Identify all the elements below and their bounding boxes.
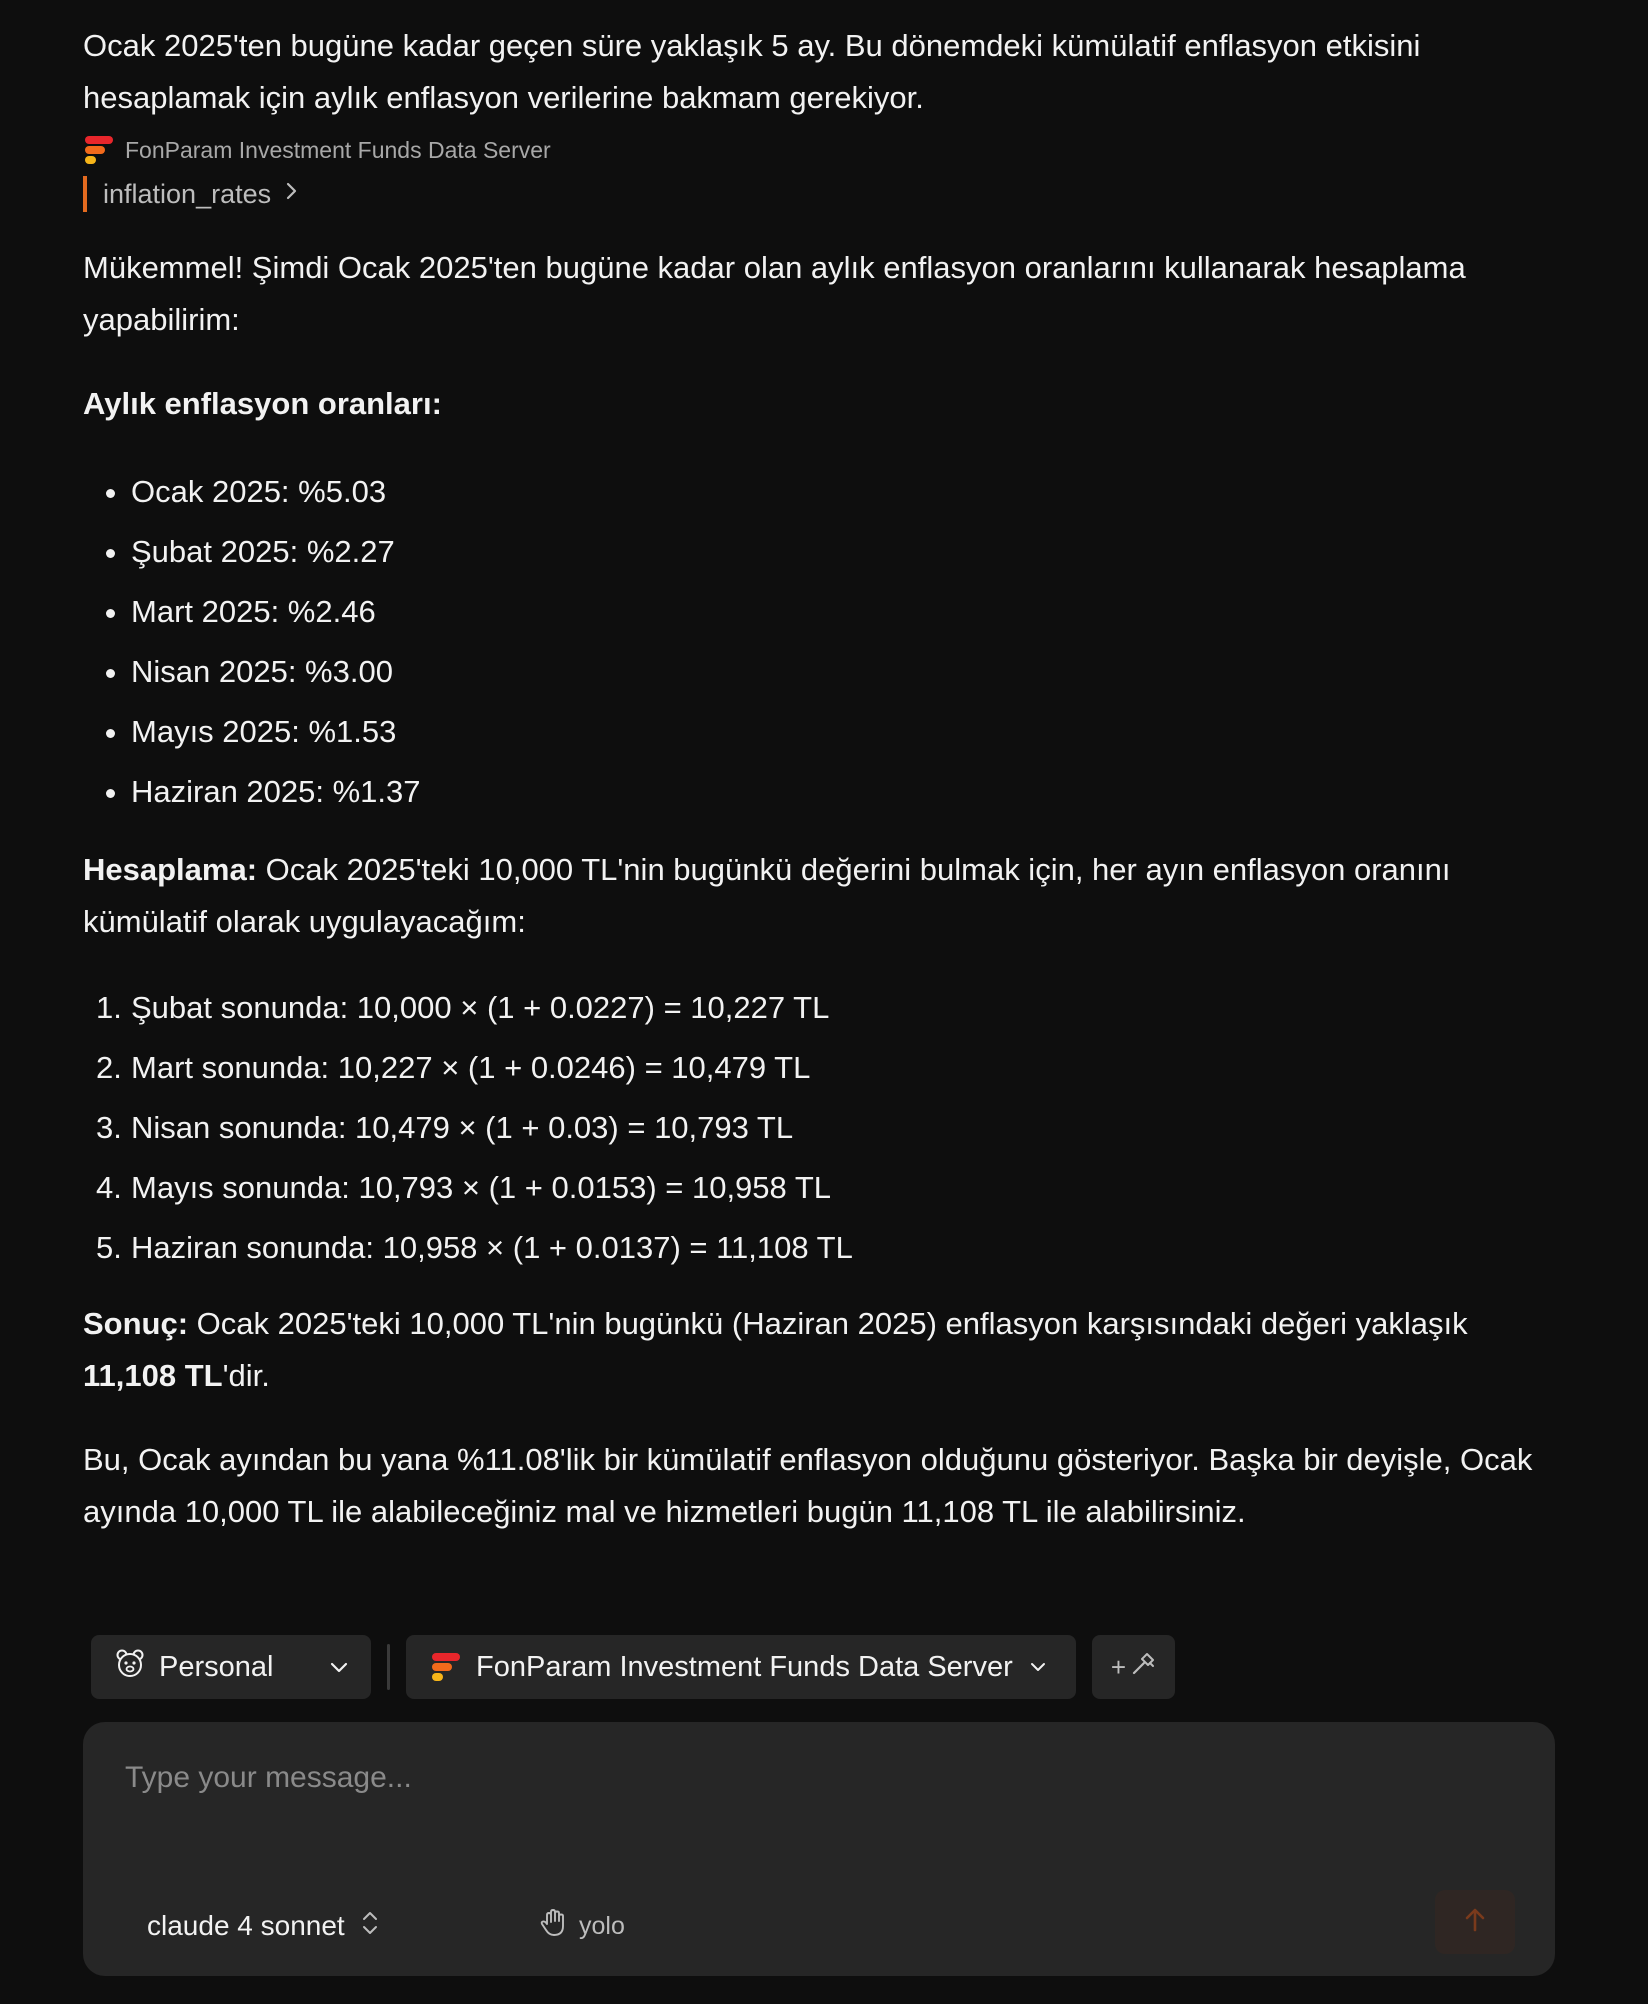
rates-list	[83, 462, 1563, 822]
hammer-icon	[1130, 1651, 1156, 1684]
plus-label: +	[1110, 1651, 1127, 1682]
step-number: 2.	[96, 1050, 122, 1085]
step-number: 3.	[96, 1110, 122, 1145]
step-text: Mayıs sonunda: 10,793 × (1 + 0.0153) = 10,958 TL	[131, 1170, 832, 1205]
list-item	[83, 1098, 1563, 1158]
profile-selector[interactable]	[91, 1635, 371, 1699]
list-item: Haziran 2025: %1.37	[83, 762, 1563, 822]
fonparam-logo-icon	[83, 134, 115, 166]
tool-call-label: inflation_rates	[103, 179, 272, 209]
chat-transcript	[83, 20, 1563, 1538]
chevron-up-down-icon	[361, 1909, 379, 1944]
send-button[interactable]	[1435, 1890, 1515, 1954]
model-label: claude 4 sonnet	[147, 1910, 345, 1941]
result-suffix: 'dir.	[222, 1358, 270, 1393]
step-number: 1.	[96, 990, 122, 1025]
step-number: 5.	[96, 1230, 122, 1265]
calc-text: Ocak 2025'teki 10,000 TL'nin bugünkü değerini bulmak için, her ayın enflasyon oranını kümülatif olarak uygulayacağım:	[83, 852, 1451, 939]
rates-heading: Aylık enflasyon oranları:	[83, 386, 442, 421]
toolbar-divider	[387, 1644, 390, 1690]
message-composer	[83, 1722, 1555, 1976]
list-item: Ocak 2025: %5.03	[83, 462, 1563, 522]
chevron-down-icon	[329, 1660, 349, 1674]
model-selector[interactable]	[147, 1902, 379, 1950]
list-item: Mayıs 2025: %1.53	[83, 702, 1563, 762]
step-number: 4.	[96, 1170, 122, 1205]
list-item: Şubat 2025: %2.27	[83, 522, 1563, 582]
fonparam-logo-icon	[430, 1651, 462, 1683]
hand-icon	[539, 1908, 569, 1945]
composer-toolbar	[91, 1635, 1175, 1699]
step-text: Haziran sonunda: 10,958 × (1 + 0.0137) = 11,108 TL	[131, 1230, 853, 1265]
server-label: FonParam Investment Funds Data Server	[476, 1650, 1013, 1683]
tool-source	[83, 132, 1563, 168]
step-text: Şubat sonunda: 10,000 × (1 + 0.0227) = 10,227 TL	[131, 990, 830, 1025]
result-value: 11,108 TL	[83, 1358, 223, 1393]
intro-paragraph: Ocak 2025'ten bugüne kadar geçen süre yaklaşık 5 ay. Bu dönemdeki kümülatif enflasyon etkisini hesaplamak için aylık enflasyon verilerine bakmam gerekiyor.	[83, 28, 1421, 115]
profile-label: Personal	[159, 1650, 274, 1683]
chevron-down-icon	[1029, 1661, 1047, 1673]
list-item: Nisan 2025: %3.00	[83, 642, 1563, 702]
tool-source-label: FonParam Investment Funds Data Server	[125, 137, 551, 163]
yolo-toggle[interactable]	[539, 1902, 625, 1950]
list-item: Mart 2025: %2.46	[83, 582, 1563, 642]
list-item	[83, 1038, 1563, 1098]
calc-label: Hesaplama:	[83, 852, 258, 887]
message-input[interactable]	[123, 1752, 1507, 1804]
result-paragraph	[83, 1298, 1563, 1402]
arrow-up-icon	[1462, 1906, 1488, 1939]
list-item	[83, 978, 1563, 1038]
step-text: Mart sonunda: 10,227 × (1 + 0.0246) = 10,479 TL	[131, 1050, 811, 1085]
chevron-right-icon	[285, 176, 299, 212]
list-item	[83, 1218, 1563, 1278]
step-text: Nisan sonunda: 10,479 × (1 + 0.03) = 10,793 TL	[131, 1110, 794, 1145]
result-label: Sonuç:	[83, 1306, 189, 1341]
list-item	[83, 1158, 1563, 1218]
add-tools-button[interactable]	[1092, 1635, 1175, 1699]
after-tool-paragraph: Mükemmel! Şimdi Ocak 2025'ten bugüne kadar olan aylık enflasyon oranlarını kullanarak hesaplama yapabilirim:	[83, 250, 1466, 337]
yolo-label: yolo	[579, 1911, 625, 1940]
result-text: Ocak 2025'teki 10,000 TL'nin bugünkü (Haziran 2025) enflasyon karşısındaki değeri yaklaşık	[188, 1306, 1468, 1341]
server-selector[interactable]	[406, 1635, 1076, 1699]
steps-list	[83, 978, 1563, 1278]
tool-call-inflation-rates[interactable]	[83, 176, 1563, 212]
summary-paragraph: Bu, Ocak ayından bu yana %11.08'lik bir kümülatif enflasyon olduğunu gösteriyor. Başka bir deyişle, Ocak ayında 10,000 TL ile alabileceğiniz mal ve hizmetleri bugün 11,108 TL ile alabilirsiniz.	[83, 1442, 1533, 1529]
calc-paragraph	[83, 844, 1563, 948]
bear-icon	[115, 1648, 145, 1686]
